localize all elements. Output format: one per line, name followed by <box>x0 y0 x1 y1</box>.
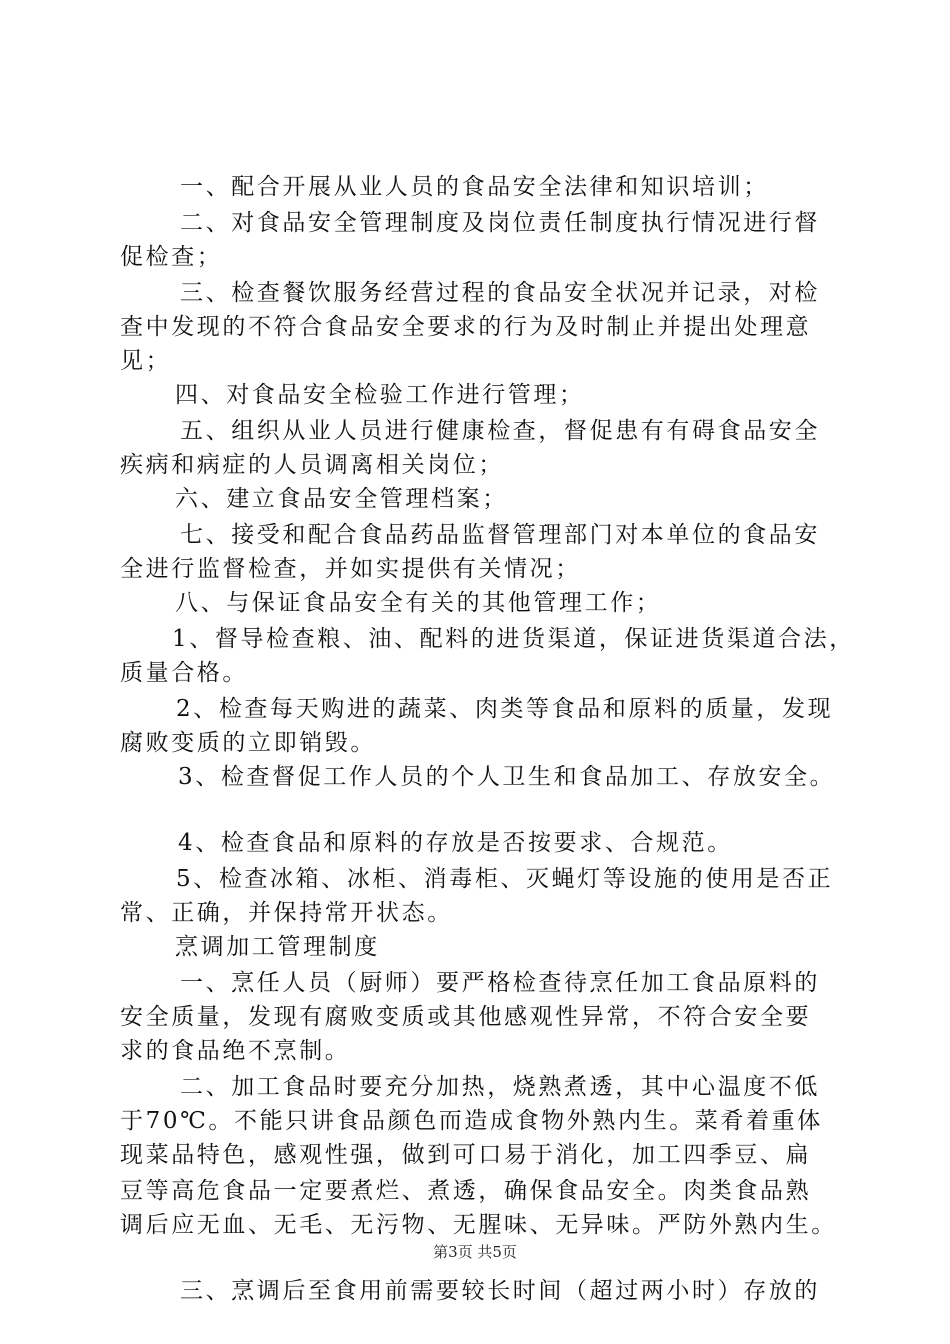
text-line: 5、检查冰箱、冰柜、消毒柜、灭蝇灯等设施的使用是否正 <box>176 866 834 892</box>
text-line: 四、对食品安全检验工作进行管理； <box>175 382 585 408</box>
text-line: 三、检查餐饮服务经营过程的食品安全状况并记录，对检 <box>180 280 820 306</box>
text-line: 二、加工食品时要充分加热，烧熟煮透，其中心温度不低 <box>180 1074 820 1100</box>
text-line: 一、配合开展从业人员的食品安全法律和知识培训； <box>180 174 769 200</box>
text-line: 1、督导检查粮、油、配料的进货渠道，保证进货渠道合法， <box>172 626 855 652</box>
text-line: 八、与保证食品安全有关的其他管理工作； <box>175 590 662 616</box>
text-line: 调后应无血、无毛、无污物、无腥味、无异味。严防外熟内生。 <box>120 1212 837 1238</box>
page-number-label: 第3页 共5页 <box>433 1243 517 1261</box>
text-line: 常、正确，并保持常开状态。 <box>120 900 453 926</box>
text-line: 七、接受和配合食品药品监督管理部门对本单位的食品安 <box>180 522 820 548</box>
text-line: 二、对食品安全管理制度及岗位责任制度执行情况进行督 <box>180 210 820 236</box>
text-line: 2、检查每天购进的蔬菜、肉类等食品和原料的质量，发现 <box>176 696 834 722</box>
text-line: 3、检查督促工作人员的个人卫生和食品加工、存放安全。 <box>178 764 836 790</box>
text-line: 促检查； <box>120 244 223 270</box>
text-line: 全进行监督检查，并如实提供有关情况； <box>120 556 581 582</box>
section-heading: 烹调加工管理制度 <box>175 934 380 960</box>
text-line: 于70℃。不能只讲食品颜色而造成食物外熟内生。菜肴着重体 <box>120 1108 823 1134</box>
text-line: 腐败变质的立即销毁。 <box>120 730 376 756</box>
text-line: 豆等高危食品一定要煮烂、煮透，确保食品安全。肉类食品熟 <box>120 1178 812 1204</box>
text-line: 疾病和病症的人员调离相关岗位； <box>120 452 504 478</box>
text-line: 见； <box>120 348 172 374</box>
text-line: 六、建立食品安全管理档案； <box>175 486 508 512</box>
page-footer <box>0 1241 950 1262</box>
text-line: 现菜品特色，感观性强，做到可口易于消化，加工四季豆、扁 <box>120 1142 812 1168</box>
text-line: 查中发现的不符合食品安全要求的行为及时制止并提出处理意 <box>120 314 812 340</box>
text-line: 一、烹任人员（厨师）要严格检查待烹任加工食品原料的 <box>180 970 820 996</box>
text-line: 求的食品绝不烹制。 <box>120 1038 351 1064</box>
text-line: 4、检查食品和原料的存放是否按要求、合规范。 <box>178 830 733 856</box>
text-line: 质量合格。 <box>120 660 248 686</box>
text-line: 三、烹调后至食用前需要较长时间（超过两小时）存放的 <box>180 1278 820 1304</box>
text-line: 安全质量，发现有腐败变质或其他感观性异常，不符合安全要 <box>120 1004 812 1030</box>
text-line: 五、组织从业人员进行健康检查，督促患有有碍食品安全 <box>180 418 820 444</box>
